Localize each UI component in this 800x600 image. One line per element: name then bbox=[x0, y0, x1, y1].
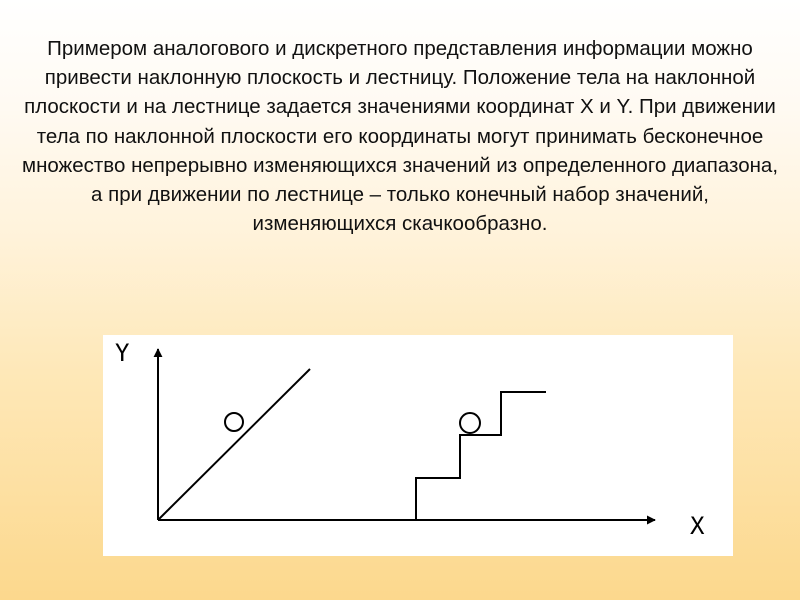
analog-discrete-diagram bbox=[103, 335, 733, 556]
body-on-staircase bbox=[460, 413, 480, 433]
staircase bbox=[416, 392, 546, 520]
body-on-inclined-plane bbox=[225, 413, 243, 431]
slide-text: Примером аналогового и дискретного представления информации можно привести наклонную плоскость и лестницу. Положение тела на наклонной плоскости и на лестнице задается значениями координат X и Y. При движении тела по наклонной плоскости его координаты могут принимать бесконечное множество непрерывно изменяющихся значений из определенного диапазона, а при движении по лестнице – только конечный набор значений, изменяющихся скачкообразно. bbox=[21, 37, 779, 236]
diagram-panel bbox=[103, 335, 733, 556]
inclined-plane bbox=[158, 369, 310, 520]
y-axis-label: Y bbox=[115, 339, 130, 367]
x-axis-label: X bbox=[690, 512, 705, 540]
